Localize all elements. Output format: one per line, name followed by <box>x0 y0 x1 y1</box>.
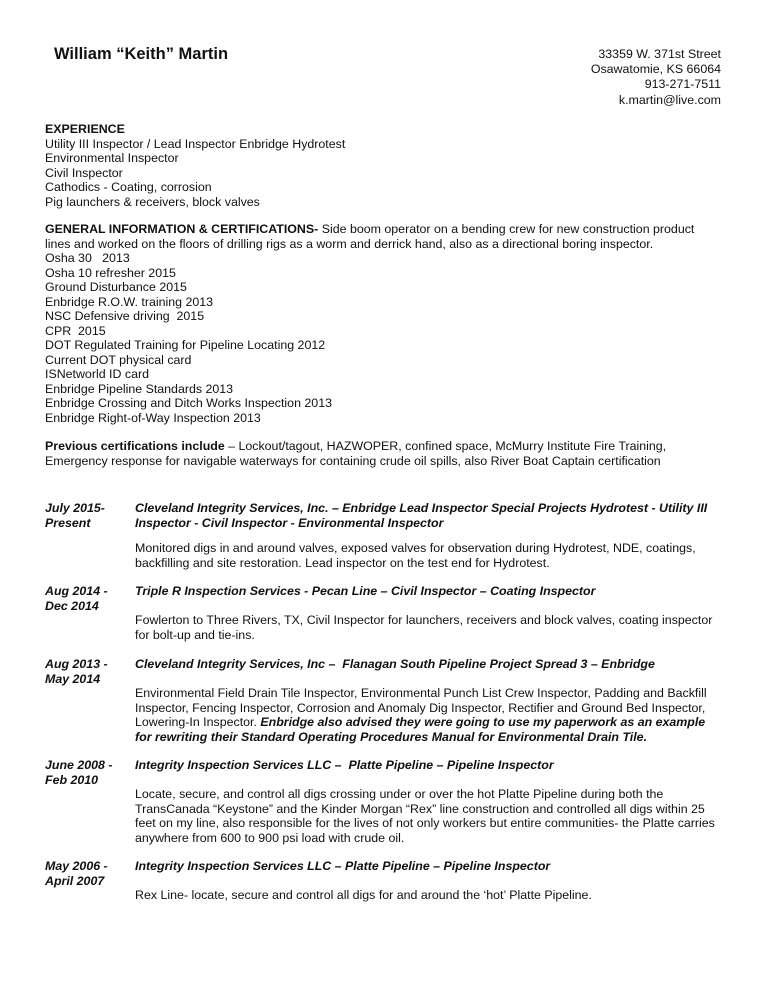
cert-item: Current DOT physical card <box>45 352 192 367</box>
job-description: Rex Line- locate, secure and control all digs for and around the ‘hot’ Platte Pipeline. <box>135 888 592 902</box>
job-description: Environmental Field Drain Tile Inspector, Environmental Punch List Crew Inspector, Padding and Backfill Inspector, Fencing Inspector, Corrosion and Anomaly Dig Inspector, Rectifier and Ground Bed Inspector, Lowering-In Inspector. Enbridge also advised they were going to use my paperwork as an example for rewriting their Standard Operating Procedures Manual for Environmental Drain Tile. <box>135 686 707 744</box>
candidate-name: William “Keith” Martin <box>54 45 229 63</box>
job-title: Cleveland Integrity Services, Inc – Flanagan South Pipeline Project Spread 3 – Enbridge <box>135 657 655 671</box>
cert-item: CPR 2015 <box>45 323 106 338</box>
previous-text-2: Emergency response for navigable waterways for containing crude oil spills, also River Boat Captain certification <box>45 453 661 468</box>
job-date: June 2008 - Feb 2010 <box>45 758 113 787</box>
cert-item: Osha 30 2013 <box>45 251 130 265</box>
experience-item: Utility III Inspector / Lead Inspector Enbridge Hydrotest <box>45 136 346 151</box>
job-description: Fowlerton to Three Rivers, TX, Civil Inspector for launchers, receivers and block valves, coating inspector for bolt-up and tie-ins. <box>135 613 713 642</box>
job-description: Locate, secure, and control all digs crossing under or over the hot Platte Pipeline during both the TransCanada “Keystone” and the Kinder Morgan “Rex” line construction and controlled all digs within 25 feet on my line, also responsible for the lives of not only workers but entire communities- the Platte carries anywhere from 600 to 900 psi load with crude oil. <box>135 787 715 845</box>
job-title: Cleveland Integrity Services, Inc. – Enbridge Lead Inspector Special Projects Hydrotest - Utility III Inspector - Civil Inspector - Environmental Inspector <box>135 501 708 530</box>
cert-item: Enbridge Crossing and Ditch Works Inspection 2013 <box>45 396 332 410</box>
experience-item: Pig launchers & receivers, block valves <box>45 194 260 209</box>
job-description: Monitored digs in and around valves, exposed valves for observation during Hydrotest, NDE, coatings, backfilling and site restoration. Lead inspector on the test end for Hydrotest. <box>135 541 696 570</box>
email: k.martin@live.com <box>618 92 721 107</box>
cert-item: Enbridge Pipeline Standards 2013 <box>45 381 234 396</box>
cert-item: DOT Regulated Training for Pipeline Locating 2012 <box>45 338 326 352</box>
general-heading: GENERAL INFORMATION & CERTIFICATIONS- <box>45 222 319 236</box>
general-section <box>45 222 725 425</box>
general-intro: Side boom operator on a bending crew for new construction product <box>318 222 695 236</box>
job-title: Integrity Inspection Services LLC – Platte Pipeline – Pipeline Inspector <box>135 758 554 772</box>
job-date: Aug 2013 - May 2014 <box>45 657 108 686</box>
contact-info <box>591 47 721 108</box>
address-line2: Osawatomie, KS 66064 <box>590 62 721 77</box>
experience-item: Civil Inspector <box>45 165 123 180</box>
experience-item: Environmental Inspector <box>45 151 179 165</box>
cert-item: Ground Disturbance 2015 <box>45 280 187 294</box>
cert-item: Enbridge Right-of-Way Inspection 2013 <box>45 410 261 425</box>
previous-label: Previous certifications include <box>45 439 225 453</box>
cert-item: Enbridge R.O.W. training 2013 <box>45 294 214 309</box>
job-date: May 2006 - April 2007 <box>45 859 108 888</box>
cert-item: ISNetworld ID card <box>45 367 149 381</box>
cert-item: Osha 10 refresher 2015 <box>45 265 176 280</box>
job-title: Integrity Inspection Services LLC – Platte Pipeline – Pipeline Inspector <box>135 859 551 873</box>
cert-item: NSC Defensive driving 2015 <box>45 309 205 323</box>
general-intro-2: lines and worked on the floors of drilling rigs as a worm and derrick hand, also as a directional boring inspector. <box>45 236 654 251</box>
previous-text: – Lockout/tagout, HAZWOPER, confined space, McMurry Institute Fire Training, <box>224 439 667 453</box>
job-date: Aug 2014 - Dec 2014 <box>45 584 108 613</box>
address-line1: 33359 W. 371st Street <box>598 47 721 61</box>
phone: 913-271-7511 <box>644 77 721 92</box>
experience-heading: EXPERIENCE <box>45 122 125 136</box>
experience-section <box>45 122 725 209</box>
previous-certifications <box>45 439 725 468</box>
experience-item: Cathodics - Coating, corrosion <box>45 180 212 194</box>
job-title: Triple R Inspection Services - Pecan Line – Civil Inspector – Coating Inspector <box>135 584 596 598</box>
job-date: July 2015- Present <box>45 501 105 530</box>
